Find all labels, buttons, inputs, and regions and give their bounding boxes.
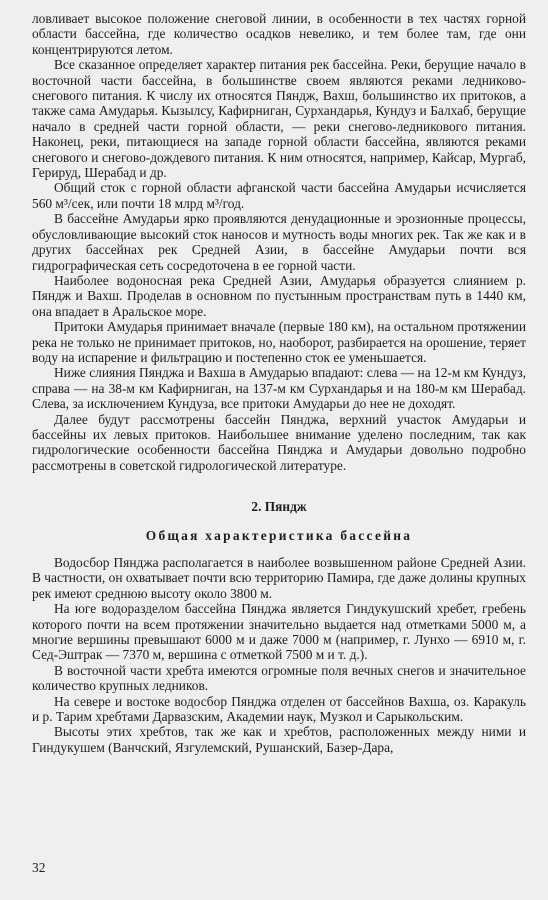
paragraph-ridge-heights: Высоты этих хребтов, так же как и хребтов, расположенных между ними и Гиндукушем (Ванчский, Язгулемский, Рушанский, Базер-Дара, [32,724,526,755]
page-number: 32 [32,860,46,875]
subsection-heading: Общая характеристика бассейна [145,527,413,543]
paragraph-river-feeding-types: Все сказанное определяет характер питания рек бассейна. Реки, берущие начало в восточной части бассейна, в большинстве своем являются реками ледниково-снегового питания. К числу их относятся Пяндж, Вахш, большинство их притоков, а также сама Амударья. Кызылсу, Кафирниган, Сурхандарья, Кундуз и Балхаб, берущие начало в средней части горной области, — реки снегово-ледникового питания. Наконец, реки, питающиеся на западе горной области бассейна, являются реками снегового и снегово-дождевого питания. К ним относятся, например, Кайсар, Мургаб, Герируд, Шерабад и др. [32,57,526,181]
paragraph-tributaries-intake: Притоки Амударья принимает вначале (первые 180 км), на остальном протяжении река не только не принимает притоков, но, наоборот, разбирается на орошение, теряет воду на испарение и фильтрацию и постепенно сток ее уменьшается. [32,319,526,365]
section-heading: 2. Пяндж [251,499,307,515]
paragraph-snowfields-glaciers: В восточной части хребта имеются огромные поля вечных снегов и значительное количество крупных ледников. [32,662,526,694]
paragraph-erosion-processes: В бассейне Амударьи ярко проявляются денудационные и эрозионные процессы, обусловливающие высокий сток наносов и мутность воды многих рек. Так же как и в других бассейнах рек Средней Азии, в бассейне Амударьи почти вся гидрографическая сеть сосредоточена в ее горной части. [32,211,526,273]
paragraph-continuation: ловливает высокое положение снеговой линии, в особенности в тех частях горной области бассейна, где количество осадков невелико, и тем более там, где они концентрируются летом. [32,11,526,57]
paragraph-amudarya-formation: Наиболее водоносная река Средней Азии, Амударья образуется слиянием р. Пяндж и Вахш. Проделав в основном по пустынным пространствам путь в 1440 км, она впадает в Аральское море. [32,272,526,319]
paragraph-hindukush-ridge: На юге водоразделом бассейна Пянджа является Гиндукушский хребет, гребень которого почти на всем протяжении значительно выдается над отметками 5000 м, а многие вершины превышают 6000 м и даже 7000 м (например, г. Лунхо — 6910 м, г. Сед-Эштрак — 7370 м, вершина с отметкой 7500 м и т. д.). [32,601,526,663]
paragraph-total-runoff: Общий сток с горной области афганской части бассейна Амударьи исчисляется 560 м³/сек, или почти 18 млрд м³/год. [32,180,526,211]
page-text [32,11,526,755]
paragraph-catchment-location: Водосбор Пянджа располагается в наиболее возвышенном районе Средней Азии. В частности, он охватывает почти всю территорию Памира, где даже долины крупных рек имеют среднюю высоту около 3800 м. [32,555,526,601]
paragraph-northern-boundary: На севере и востоке водосбор Пянджа отделен от бассейнов Вахша, оз. Каракуль и р. Тарим хребтами Дарвазским, Академии наук, Музкол и Сарыкольским. [32,693,526,725]
section-gap [32,473,526,487]
paragraph-further-review: Далее будут рассмотрены бассейн Пянджа, верхний участок Амударьи и бассейны их левых притоков. Наибольшее внимание уделено последним, так как гидрологические особенности бассейна Пянджа и Амударьи довольно подробно рассмотрены в советской гидрологической литературе. [32,411,526,473]
paragraph-tributaries-list: Ниже слияния Пянджа и Вахша в Амударью впадают: слева — на 12-м км Кундуз, справа — на 38-м км Кафирниган, на 137-м км Сурхандарья и на 180-м км Шерабад. Слева, за исключением Кундуза, все притоки Амударьи до нее не доходят. [32,365,526,412]
